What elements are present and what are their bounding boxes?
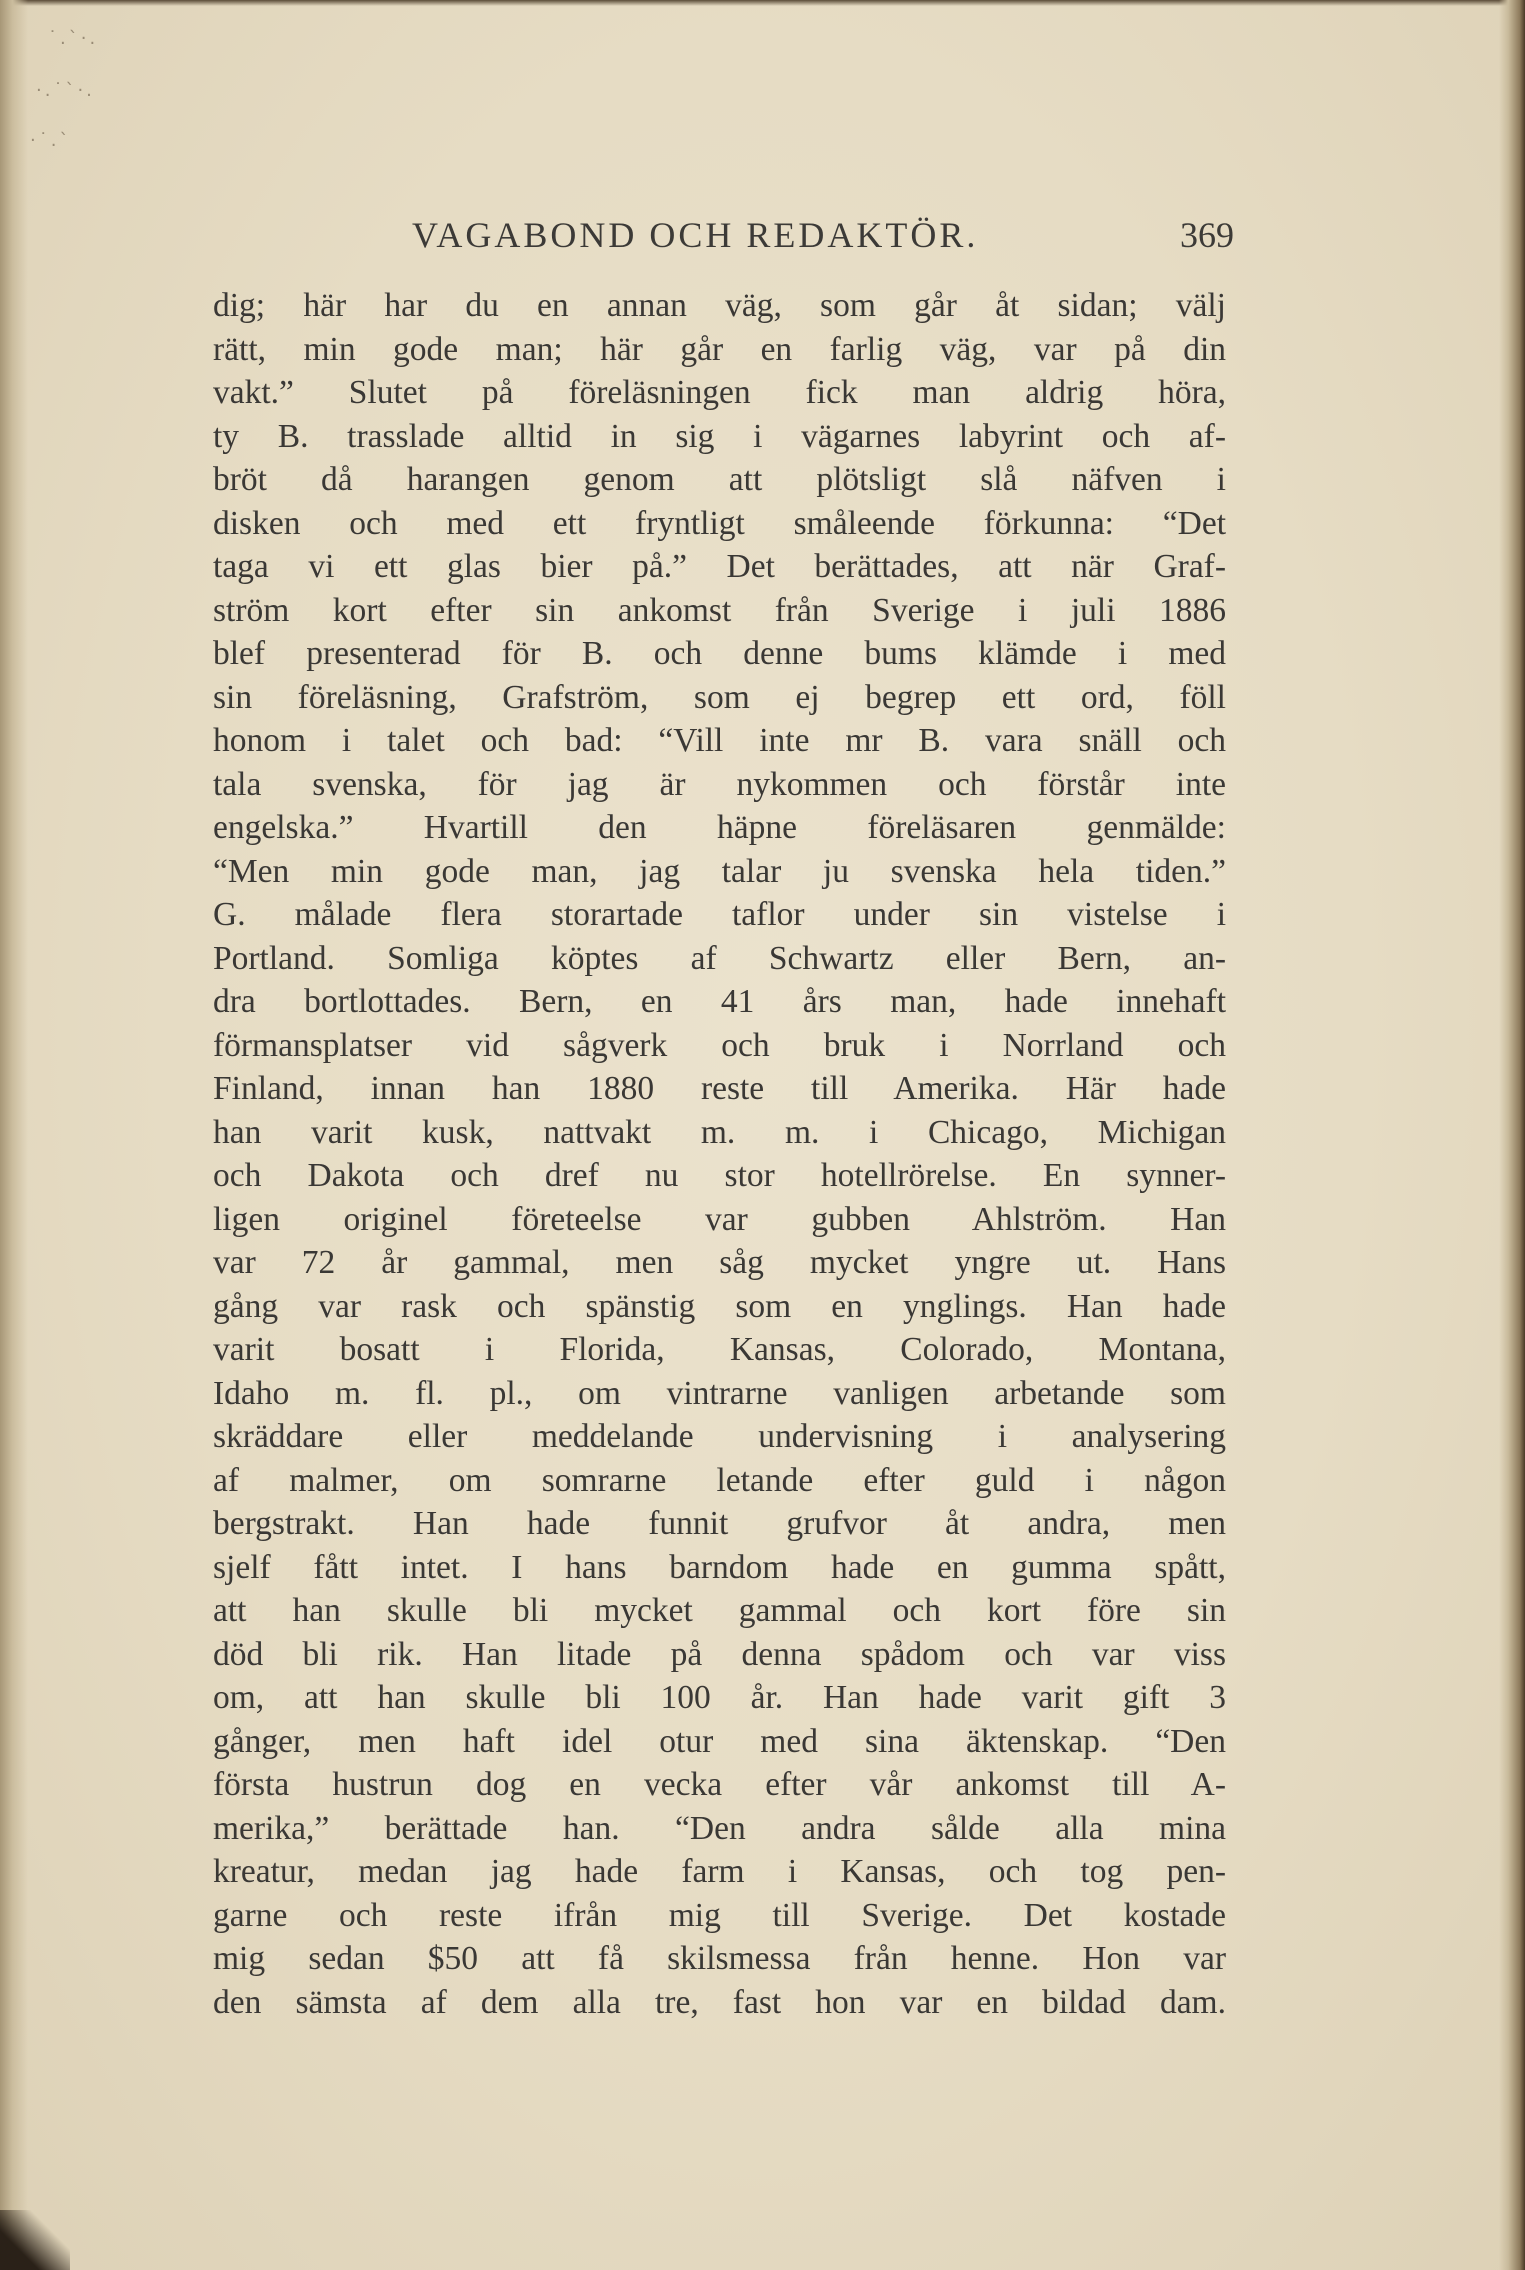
text-line: merika,” berättade han. “Den andra sålde alla mina (213, 1809, 1226, 1847)
page-top-edge (0, 0, 1525, 6)
text-line: engelska.” Hvartill den häpne föreläsaren genmälde: (213, 809, 1226, 846)
page-corner-shadow (0, 2210, 70, 2270)
paper-speckle-mark: ·˙.` (30, 130, 72, 151)
text-line: Idaho m. fl. pl., om vintrarne vanligen arbetande som (213, 1374, 1226, 1412)
text-line: honom i talet och bad: “Vill inte mr B. vara snäll och (213, 722, 1226, 759)
body-text (213, 284, 1226, 2024)
text-line: gång var rask och spänstig som en ynglings. Han hade (213, 1287, 1226, 1325)
text-line: mig sedan $50 att få skilsmessa från henne. Hon var (213, 1940, 1226, 1977)
text-line: ström kort efter sin ankomst från Sverige i juli 1886 (213, 591, 1226, 629)
text-line: att han skulle bli mycket gammal och kort före sin (213, 1592, 1226, 1629)
text-line: dra bortlottades. Bern, en 41 års man, hade innehaft (213, 983, 1226, 1020)
text-line: “Men min gode man, jag talar ju svenska hela tiden.” (213, 852, 1226, 890)
text-line: första hustrun dog en vecka efter vår ankomst till A- (213, 1766, 1226, 1803)
text-line: kreatur, medan jag hade farm i Kansas, och tog pen- (213, 1853, 1226, 1890)
text-line: ligen originel företeelse var gubben Ahlström. Han (213, 1200, 1226, 1238)
binding-gutter-shadow (0, 0, 28, 2270)
text-line: om, att han skulle bli 100 år. Han hade varit gift 3 (213, 1679, 1226, 1716)
text-line: död bli rik. Han litade på denna spådom och var viss (213, 1635, 1226, 1673)
text-line: ty B. trasslade alltid in sig i vägarnes labyrint och af- (213, 417, 1226, 455)
text-line: vakt.” Slutet på föreläsningen fick man aldrig höra, (213, 374, 1226, 411)
text-line: gånger, men haft idel otur med sina äktenskap. “Den (213, 1722, 1226, 1760)
running-header (412, 214, 1234, 266)
paper-speckle-mark: ˙.`·. (48, 28, 99, 49)
text-line: var 72 år gammal, men såg mycket yngre ut. Hans (213, 1244, 1226, 1281)
text-line: Portland. Somliga köptes af Schwartz eller Bern, an- (213, 939, 1226, 977)
text-line: förmansplatser vid sågverk och bruk i Norrland och (213, 1026, 1226, 1064)
page-right-edge (1499, 0, 1525, 2270)
text-line: sin föreläsning, Grafström, som ej begrep ett ord, föll (213, 678, 1226, 716)
text-line: och Dakota och dref nu stor hotellrörelse. En synner- (213, 1157, 1226, 1194)
text-line: bergstrakt. Han hade funnit grufvor åt andra, men (213, 1505, 1226, 1542)
running-title: VAGABOND OCH REDAKTÖR. (412, 215, 979, 255)
page-number: 369 (1180, 215, 1234, 255)
text-line: den sämsta af dem alla tre, fast hon var en bildad dam. (213, 1983, 1226, 2021)
text-line: disken och med ett fryntligt småleende förkunna: “Det (213, 504, 1226, 542)
text-line: Finland, innan han 1880 reste till Amerika. Här hade (213, 1070, 1226, 1107)
text-line: blef presenterad för B. och denne bums klämde i med (213, 635, 1226, 672)
text-line: garne och reste ifrån mig till Sverige. Det kostade (213, 1896, 1226, 1934)
text-line: tala svenska, för jag är nykommen och förstår inte (213, 765, 1226, 803)
text-line: sjelf fått intet. I hans barndom hade en gumma spått, (213, 1548, 1226, 1586)
text-line: skräddare eller meddelande undervisning i analysering (213, 1418, 1226, 1455)
text-line: af malmer, om somrarne letande efter guld i någon (213, 1461, 1226, 1499)
paper-speckle-mark: ·.˙`·. (36, 80, 95, 101)
text-line: dig; här har du en annan väg, som går åt sidan; välj (213, 287, 1226, 324)
text-line: varit bosatt i Florida, Kansas, Colorado, Montana, (213, 1331, 1226, 1368)
text-line: bröt då harangen genom att plötsligt slå näfven i (213, 461, 1226, 498)
text-line: G. målade flera storartade taflor under sin vistelse i (213, 896, 1226, 933)
text-line: rätt, min gode man; här går en farlig väg, var på din (213, 330, 1226, 368)
text-line: taga vi ett glas bier på.” Det berättades, att när Graf- (213, 548, 1226, 585)
text-line: han varit kusk, nattvakt m. m. i Chicago, Michigan (213, 1113, 1226, 1151)
